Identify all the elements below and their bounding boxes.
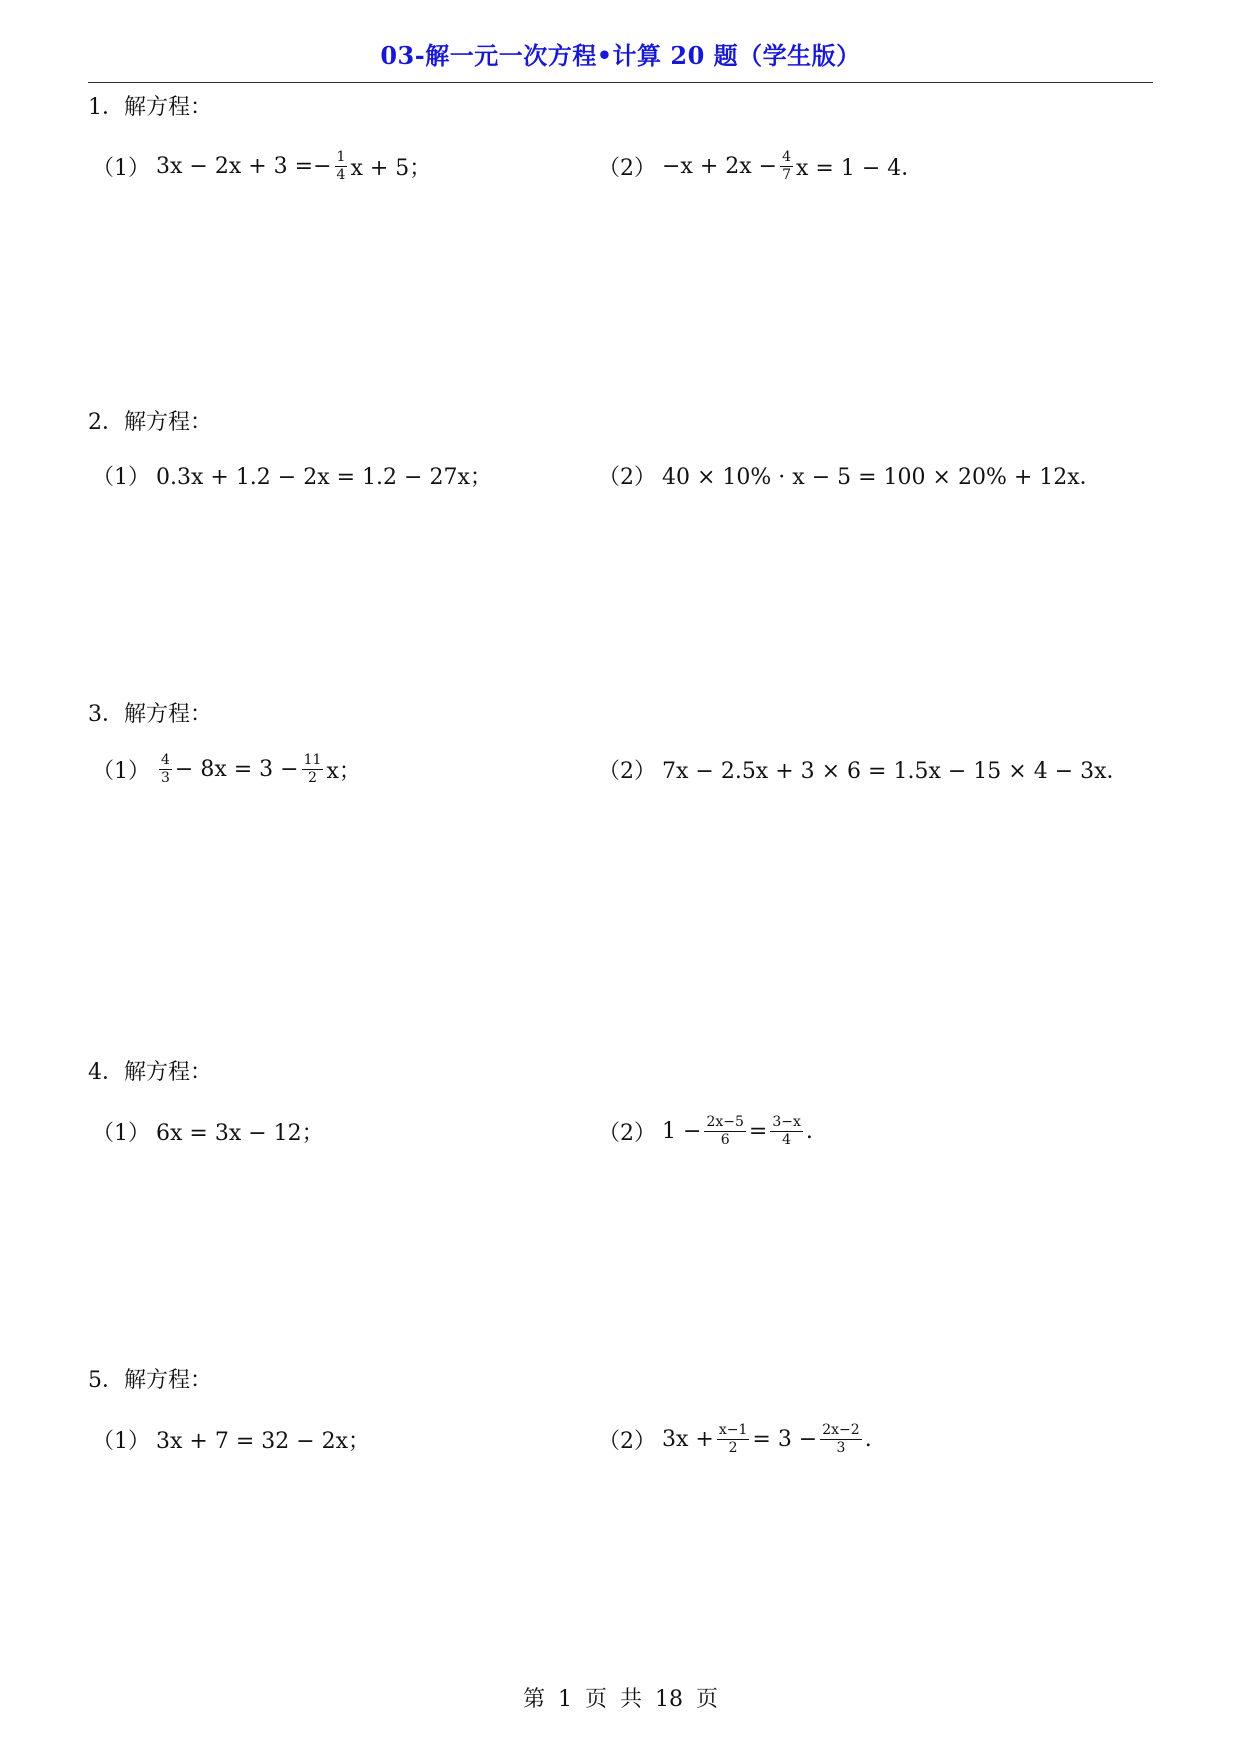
- fraction-numerator: 3−x: [772, 1113, 801, 1130]
- part-label: （1）: [92, 155, 150, 181]
- equation: [662, 754, 1129, 785]
- equation: [156, 460, 492, 491]
- problem-1-part-2: [598, 146, 923, 186]
- fraction-denominator: 3: [836, 1439, 846, 1456]
- part-label: （2）: [598, 1428, 656, 1454]
- equation-lhs: 1 −: [662, 1118, 702, 1144]
- equation-rhs: .: [805, 1118, 813, 1144]
- problem-4-part-2: [598, 1111, 813, 1151]
- fraction: [704, 1115, 745, 1147]
- part-label: （1）: [92, 1120, 150, 1146]
- equation-middle: = 3 −: [752, 1426, 818, 1452]
- part-label: （1）: [92, 758, 150, 784]
- part-label: （2）: [598, 155, 656, 181]
- equation: [662, 460, 1102, 491]
- problem-2-part-2: [598, 455, 1102, 495]
- fraction-denominator: 6: [720, 1131, 730, 1148]
- problem-1-part-1: [92, 146, 431, 186]
- fraction: [302, 753, 324, 785]
- equation: [156, 1116, 324, 1147]
- equation-middle: =: [748, 1118, 768, 1144]
- fraction-denominator: 7: [782, 166, 792, 183]
- equation-text: 7x − 2.5x + 3 × 6 = 1.5x − 15 × 4 − 3x．: [662, 758, 1129, 784]
- equation-lhs: 3x +: [662, 1426, 714, 1452]
- fraction-numerator: 4: [161, 751, 170, 768]
- header-divider: [88, 82, 1153, 83]
- equation-lhs: 3x − 2x + 3 =−: [156, 153, 332, 179]
- problem-4-part-1: [92, 1111, 324, 1151]
- problem-5-part-2: [598, 1419, 872, 1459]
- problem-2-part-1: [92, 455, 492, 495]
- equation-rhs: x；: [326, 758, 361, 784]
- page-title: 03-解一元一次方程•计算 20 题（学生版）: [380, 41, 861, 70]
- problem-5-part-1: [92, 1419, 370, 1459]
- problem-heading: 4．解方程：: [88, 1060, 212, 1085]
- part-label: （1）: [92, 464, 150, 490]
- equation-text: 40 × 10% · x − 5 = 100 × 20% + 12x．: [662, 464, 1102, 490]
- fraction-numerator: 2x−2: [822, 1421, 860, 1438]
- fraction-denominator: 2: [728, 1439, 738, 1456]
- part-label: （2）: [598, 1120, 656, 1146]
- problem-3-part-1: [92, 749, 361, 789]
- equation-rhs: .: [864, 1426, 872, 1452]
- fraction-numerator: 11: [303, 751, 322, 768]
- fraction: [335, 150, 348, 182]
- fraction-denominator: 4: [336, 166, 346, 183]
- equation-lhs: −x + 2x −: [662, 153, 778, 179]
- fraction: [820, 1423, 861, 1455]
- equation-rhs: x = 1 − 4．: [796, 155, 924, 181]
- problem-heading: 1．解方程：: [88, 95, 212, 120]
- fraction-denominator: 4: [782, 1131, 792, 1148]
- part-label: （2）: [598, 464, 656, 490]
- equation-middle: − 8x = 3 −: [174, 756, 299, 782]
- equation: [156, 150, 431, 182]
- fraction: [717, 1423, 750, 1455]
- fraction-numerator: 1: [336, 148, 346, 165]
- fraction-numerator: 2x−5: [706, 1113, 744, 1130]
- fraction-numerator: x−1: [718, 1421, 748, 1438]
- problem-3-part-2: [598, 749, 1129, 789]
- fraction-numerator: 4: [782, 148, 792, 165]
- fraction-denominator: 3: [161, 769, 170, 786]
- part-label: （2）: [598, 758, 656, 784]
- page-number: 第 1 页 共 18 页: [523, 1687, 718, 1712]
- problem-heading: 5．解方程：: [88, 1368, 212, 1393]
- equation-text: 6x = 3x − 12；: [156, 1120, 324, 1146]
- equation: [662, 1423, 872, 1455]
- equation: [662, 1115, 813, 1147]
- problem-heading: 3．解方程：: [88, 702, 212, 727]
- equation: [662, 150, 923, 182]
- equation-text: 0.3x + 1.2 − 2x = 1.2 − 27x；: [156, 464, 492, 490]
- part-label: （1）: [92, 1428, 150, 1454]
- fraction-denominator: 2: [308, 769, 317, 786]
- fraction: [780, 150, 793, 182]
- equation: [156, 1424, 370, 1455]
- fraction: [770, 1115, 803, 1147]
- equation-rhs: x + 5；: [350, 155, 432, 181]
- equation: [156, 753, 361, 785]
- equation-text: 3x + 7 = 32 − 2x；: [156, 1428, 371, 1454]
- fraction: [159, 753, 172, 785]
- problem-heading: 2．解方程：: [88, 410, 212, 435]
